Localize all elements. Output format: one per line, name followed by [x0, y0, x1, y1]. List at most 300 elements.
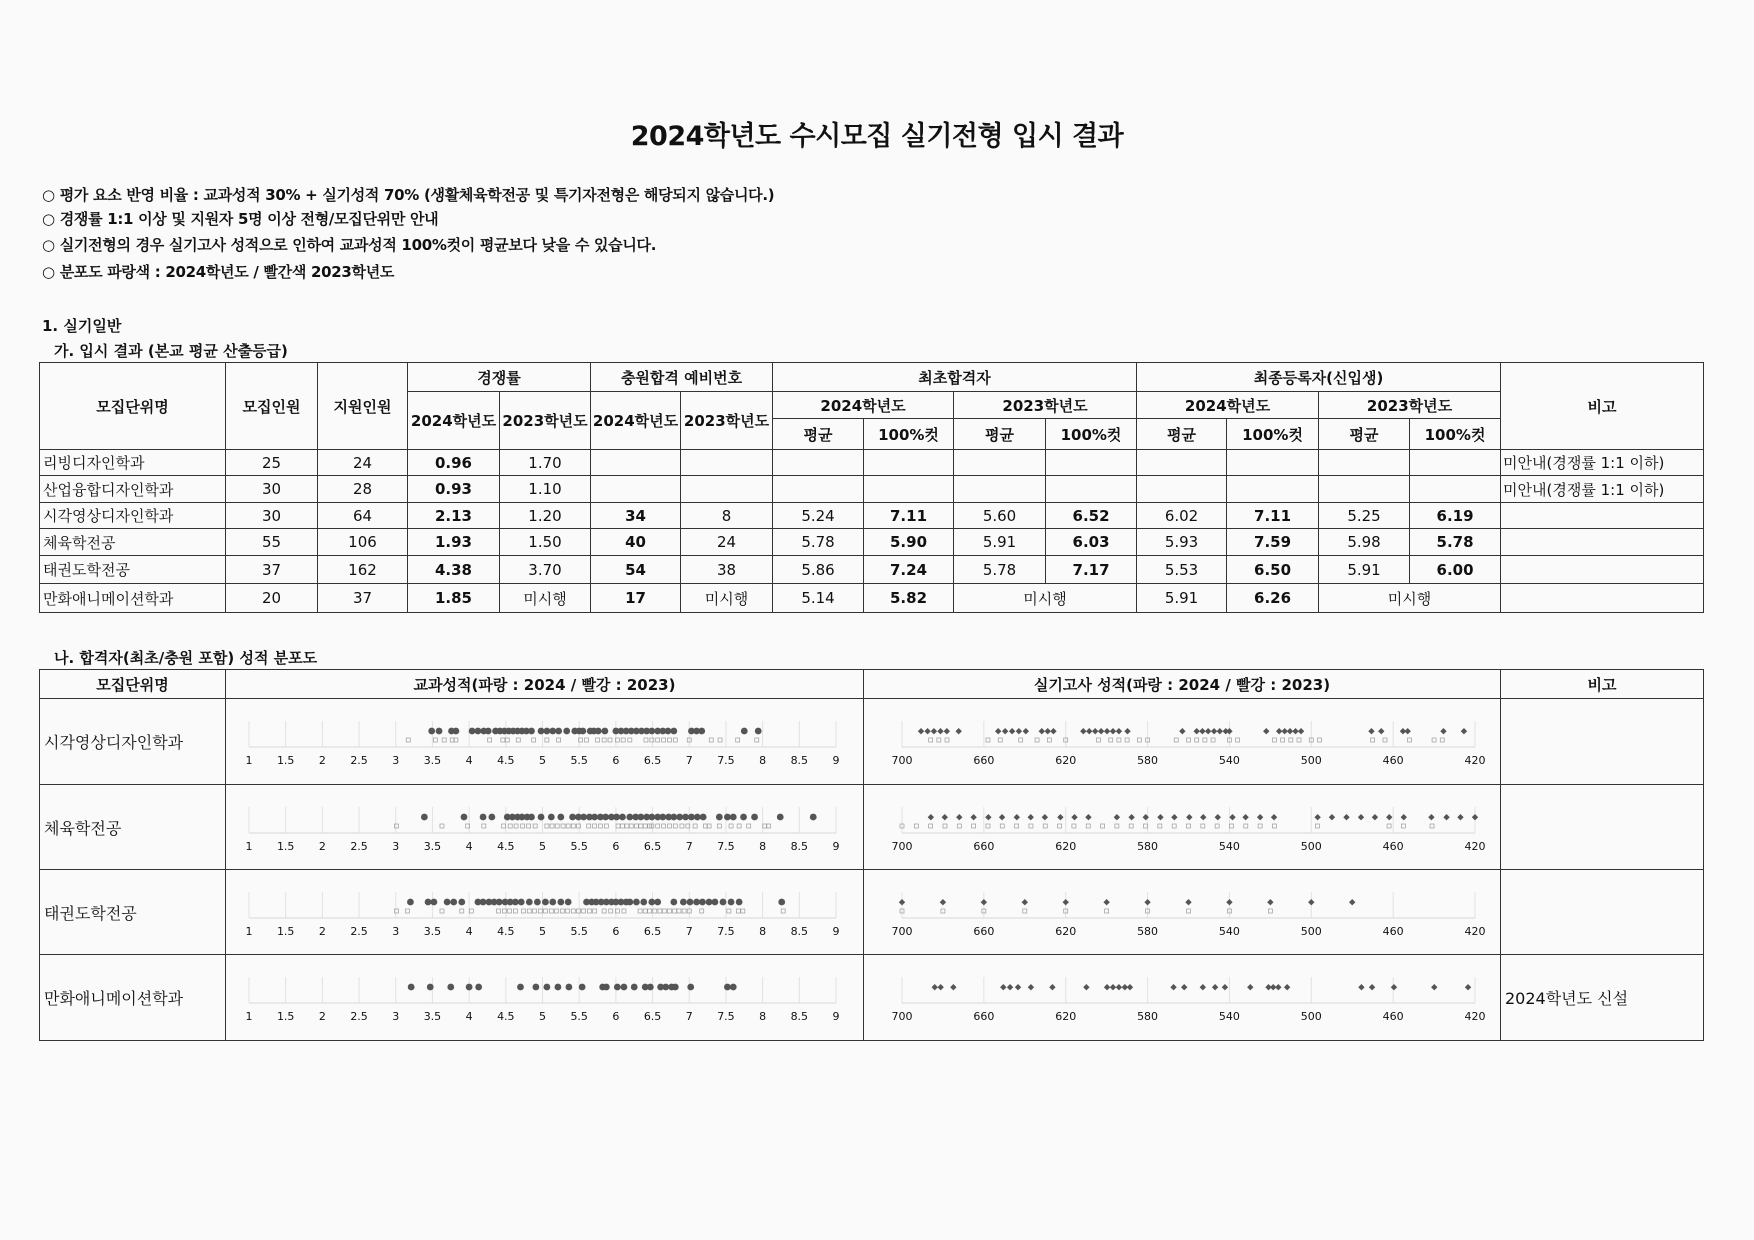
point-2024 [631, 984, 638, 991]
point-2024 [1171, 814, 1177, 820]
point-2024 [950, 984, 956, 990]
point-2024 [1431, 984, 1437, 990]
point-2024 [496, 899, 503, 906]
tick-label: 3.5 [423, 840, 442, 853]
point-2024 [579, 984, 586, 991]
point-2024 [614, 984, 621, 991]
point-2024 [647, 984, 654, 991]
point-2024 [928, 814, 934, 820]
tick-label: 3 [392, 925, 400, 938]
point-2023 [538, 909, 542, 913]
cell-f23avg: 5.60 [954, 503, 1046, 529]
tick-label: 8 [759, 840, 767, 853]
point-2023 [514, 824, 518, 828]
cell-r23cut: 6.00 [1410, 556, 1501, 584]
point-2023 [639, 824, 643, 828]
point-2024 [475, 984, 482, 991]
tick-label: 700 [891, 754, 913, 767]
point-2024 [694, 814, 701, 821]
cell-remarks [1501, 503, 1704, 529]
point-2024 [1080, 728, 1086, 734]
point-2024 [1028, 814, 1034, 820]
point-2023 [736, 738, 740, 742]
tick-label: 8 [759, 1010, 767, 1023]
point-2024 [603, 984, 610, 991]
point-2024 [648, 899, 655, 906]
point-2023 [545, 824, 549, 828]
point-2023 [394, 824, 398, 828]
point-2023 [677, 909, 681, 913]
tick-label: 2 [318, 925, 326, 938]
cell-dept: 체육학전공 [40, 529, 226, 556]
point-2023 [656, 738, 660, 742]
cell-r24avg: 6.02 [1137, 503, 1227, 529]
tick-label: 6.5 [643, 925, 662, 938]
header-dept: 모집단위명 [40, 670, 226, 699]
point-2024 [1063, 899, 1069, 905]
scatter-plot [864, 870, 1501, 954]
point-2023 [729, 824, 733, 828]
point-2024 [899, 899, 905, 905]
cell-r23merged: 미시행 [1319, 584, 1501, 613]
point-2023 [1315, 824, 1319, 828]
table-row [40, 529, 1704, 556]
header-competition: 경쟁률 [408, 363, 591, 392]
point-2023 [1281, 738, 1285, 742]
header-avg: 평균 [1137, 419, 1227, 450]
point-2024 [485, 728, 492, 735]
point-2024 [1358, 984, 1364, 990]
point-2024 [580, 814, 587, 821]
cell-f24cut [864, 450, 954, 476]
point-2024 [1083, 984, 1089, 990]
scatter-plot [226, 699, 864, 783]
table-row [40, 503, 1704, 529]
point-2024 [621, 984, 628, 991]
point-2024 [566, 984, 573, 991]
point-2023 [1297, 738, 1301, 742]
cell-f23cut: 6.03 [1046, 529, 1137, 556]
cell-remarks [1501, 699, 1704, 785]
cell-comp24: 0.96 [408, 450, 500, 476]
point-2024 [720, 899, 727, 906]
point-2024 [461, 814, 468, 821]
cell-dept: 체육학전공 [40, 785, 226, 870]
point-2023 [550, 824, 554, 828]
distribution-table [39, 669, 1704, 1041]
point-2023 [1000, 824, 1004, 828]
point-2024 [1200, 984, 1206, 990]
point-2023 [593, 824, 597, 828]
point-2023 [638, 909, 642, 913]
cell-r24cut: 7.59 [1227, 529, 1319, 556]
point-2024 [1098, 728, 1104, 734]
cell-r23cut: 5.78 [1410, 529, 1501, 556]
tick-label: 2.5 [350, 1010, 368, 1023]
tick-label: 1.5 [276, 840, 295, 853]
cell-quota: 37 [226, 556, 318, 584]
point-2023 [621, 738, 625, 742]
subject-grade-plot [226, 785, 864, 870]
tick-label: 4 [465, 754, 473, 767]
cell-r23cut: 6.19 [1410, 503, 1501, 529]
point-2024 [751, 814, 758, 821]
tick-label: 6.5 [643, 754, 662, 767]
tick-label: 1 [245, 754, 253, 767]
point-2023 [1187, 909, 1191, 913]
point-2024 [981, 899, 987, 905]
page-title: 2024학년도 수시모집 실기전형 입시 결과 [630, 121, 1124, 152]
point-2023 [1072, 824, 1076, 828]
cell-r24cut [1227, 476, 1319, 503]
point-2024 [1368, 728, 1374, 734]
cell-r23avg: 5.98 [1319, 529, 1410, 556]
point-2023 [1105, 909, 1109, 913]
cell-f24cut: 7.11 [864, 503, 954, 529]
point-2023 [543, 909, 547, 913]
point-2024 [1247, 984, 1253, 990]
point-2024 [1127, 984, 1133, 990]
cell-wait24 [591, 476, 681, 503]
cell-f24avg: 5.86 [773, 556, 864, 584]
point-2024 [619, 814, 626, 821]
header-comp-2024: 2024학년도 [408, 392, 500, 450]
point-2023 [1229, 824, 1233, 828]
cell-wait24 [591, 450, 681, 476]
cell-r24avg [1137, 450, 1227, 476]
point-2023 [653, 909, 657, 913]
cell-r24avg: 5.91 [1137, 584, 1227, 613]
point-2024 [730, 984, 737, 991]
point-2024 [1000, 984, 1006, 990]
point-2024 [640, 899, 647, 906]
tick-label: 8.5 [790, 1010, 809, 1023]
point-2024 [1009, 728, 1015, 734]
cell-f23avg: 5.91 [954, 529, 1046, 556]
cell-wait23: 38 [681, 556, 773, 584]
cell-wait23: 8 [681, 503, 773, 529]
point-2023 [1158, 824, 1162, 828]
cell-dept: 시각영상디자인학과 [40, 699, 226, 785]
point-2023 [608, 738, 612, 742]
tick-label: 4 [465, 1010, 473, 1023]
cell-f24avg: 5.78 [773, 529, 864, 556]
table-row [40, 699, 1704, 785]
cell-quota: 25 [226, 450, 318, 476]
header-practical: 실기고사 성적(파랑 : 2024 / 빨강 : 2023) [864, 670, 1501, 699]
cell-r24cut: 6.26 [1227, 584, 1319, 613]
point-2024 [699, 899, 706, 906]
point-2023 [596, 738, 600, 742]
section-heading: 1. 실기일반 [42, 317, 122, 335]
point-2023 [620, 824, 624, 828]
cell-comp23: 1.50 [500, 529, 591, 556]
point-2023 [565, 909, 569, 913]
point-2024 [1215, 814, 1221, 820]
point-2023 [629, 824, 633, 828]
point-2024 [1229, 814, 1235, 820]
point-2024 [1039, 728, 1045, 734]
practical-score-plot [864, 785, 1501, 870]
point-2024 [1404, 728, 1410, 734]
tick-label: 6.5 [643, 840, 662, 853]
tick-label: 2 [318, 840, 326, 853]
tick-label: 420 [1464, 1010, 1486, 1023]
tick-label: 660 [973, 840, 995, 853]
point-2024 [407, 899, 414, 906]
tick-label: 620 [1055, 840, 1077, 853]
point-2023 [440, 909, 444, 913]
point-2024 [728, 899, 735, 906]
tick-label: 1 [245, 925, 253, 938]
point-2023 [929, 824, 933, 828]
point-2024 [480, 899, 487, 906]
cell-applicants: 162 [318, 556, 408, 584]
point-2024 [1242, 814, 1248, 820]
point-2024 [1401, 814, 1407, 820]
cell-dept: 태권도학전공 [40, 556, 226, 584]
header-waitlist: 충원합격 예비번호 [591, 363, 773, 392]
point-2024 [450, 899, 457, 906]
point-2024 [579, 728, 586, 735]
point-2024 [716, 814, 723, 821]
point-2023 [1129, 824, 1133, 828]
cell-r23avg [1319, 450, 1410, 476]
point-2024 [932, 984, 938, 990]
point-2024 [1128, 814, 1134, 820]
subsection-results: 가. 입시 결과 (본교 평균 산출등급) [54, 342, 288, 360]
point-2024 [555, 728, 562, 735]
point-2023 [482, 824, 486, 828]
point-2024 [557, 814, 564, 821]
tick-label: 7 [685, 1010, 693, 1023]
point-2023 [1289, 738, 1293, 742]
point-2024 [931, 728, 937, 734]
tick-label: 3.5 [423, 1010, 442, 1023]
tick-label: 420 [1464, 754, 1486, 767]
cell-remarks [1501, 870, 1704, 955]
header-avg: 평균 [1319, 419, 1410, 450]
cell-dept: 만화애니메이션학과 [40, 584, 226, 613]
tick-label: 1.5 [276, 925, 295, 938]
point-2023 [1115, 824, 1119, 828]
tick-label: 540 [1218, 754, 1240, 767]
point-2023 [662, 824, 666, 828]
point-2023 [571, 909, 575, 913]
note-1: ○ 평가 요소 반영 비율 : 교과성적 30% + 실기성적 70% (생활체육학전공 및 특기자전형은 해당되지 않습니다.) [42, 186, 775, 204]
point-2024 [1205, 728, 1211, 734]
header-avg: 평균 [954, 419, 1046, 450]
cell-comp24: 1.93 [408, 529, 500, 556]
point-2024 [940, 899, 946, 905]
point-2024 [436, 728, 443, 735]
subject-grade-plot [226, 699, 864, 785]
point-2023 [1430, 824, 1434, 828]
cell-wait23: 미시행 [681, 584, 773, 613]
point-2024 [698, 728, 705, 735]
point-2024 [672, 984, 679, 991]
tick-label: 660 [973, 925, 995, 938]
point-2024 [633, 899, 640, 906]
point-2024 [777, 814, 784, 821]
tick-label: 620 [1055, 1010, 1077, 1023]
cell-dept: 태권도학전공 [40, 870, 226, 955]
point-2024 [1124, 728, 1130, 734]
point-2023 [643, 909, 647, 913]
tick-label: 6 [612, 840, 620, 853]
cell-f24cut [864, 476, 954, 503]
point-2024 [1181, 984, 1187, 990]
header-first-2023: 2023학년도 [954, 392, 1137, 419]
point-2023 [680, 824, 684, 828]
tick-label: 580 [1137, 840, 1159, 853]
tick-label: 700 [891, 1010, 913, 1023]
point-2023 [1383, 738, 1387, 742]
point-2023 [1432, 738, 1436, 742]
tick-label: 3.5 [423, 925, 442, 938]
cell-dept: 산업융합디자인학과 [40, 476, 226, 503]
point-2023 [736, 909, 740, 913]
point-2024 [447, 984, 454, 991]
point-2023 [516, 738, 520, 742]
tick-label: 9 [832, 1010, 840, 1023]
scatter-plot [864, 955, 1501, 1039]
point-2024 [1116, 728, 1122, 734]
point-2023 [658, 909, 662, 913]
point-2023 [1109, 738, 1113, 742]
header-wait-2023: 2023학년도 [681, 392, 773, 450]
cell-f24cut: 5.90 [864, 529, 954, 556]
tick-label: 7.5 [717, 1010, 735, 1023]
cell-r24cut: 7.11 [1227, 503, 1319, 529]
tick-label: 6.5 [643, 1010, 662, 1023]
point-2024 [1222, 984, 1228, 990]
point-2024 [1028, 984, 1034, 990]
point-2024 [706, 899, 713, 906]
point-2023 [972, 824, 976, 828]
cell-remarks [1501, 584, 1704, 613]
point-2024 [670, 814, 677, 821]
point-2024 [1104, 984, 1110, 990]
scatter-plot [226, 870, 864, 954]
tick-label: 460 [1382, 754, 1404, 767]
point-2024 [1378, 728, 1384, 734]
point-2024 [626, 814, 633, 821]
point-2023 [1174, 738, 1178, 742]
point-2024 [444, 899, 451, 906]
point-2023 [593, 909, 597, 913]
point-2024 [1263, 728, 1269, 734]
point-2024 [662, 984, 669, 991]
point-2024 [741, 728, 748, 735]
point-2023 [513, 909, 517, 913]
tick-label: 4.5 [497, 754, 515, 767]
point-2024 [1358, 814, 1364, 820]
point-2023 [914, 824, 918, 828]
tick-label: 6 [612, 754, 620, 767]
tick-label: 4 [465, 925, 473, 938]
header-final-2023: 2023학년도 [1319, 392, 1501, 419]
point-2023 [1440, 738, 1444, 742]
header-first: 최초합격자 [773, 363, 1137, 392]
tick-label: 5.5 [570, 754, 588, 767]
point-2024 [538, 814, 545, 821]
point-2024 [544, 728, 551, 735]
practical-score-plot [864, 699, 1501, 785]
point-2023 [1195, 738, 1199, 742]
tick-label: 580 [1137, 925, 1159, 938]
point-2023 [700, 909, 704, 913]
point-2024 [700, 814, 707, 821]
point-2024 [1110, 728, 1116, 734]
point-2024 [724, 984, 731, 991]
point-2023 [667, 824, 671, 828]
tick-label: 5.5 [570, 925, 588, 938]
tick-label: 460 [1382, 925, 1404, 938]
point-2023 [508, 824, 512, 828]
point-2023 [673, 824, 677, 828]
point-2024 [1022, 899, 1028, 905]
point-2024 [1116, 984, 1122, 990]
point-2024 [595, 728, 602, 735]
point-2023 [1086, 824, 1090, 828]
point-2023 [943, 824, 947, 828]
tick-label: 2 [318, 754, 326, 767]
point-2023 [634, 824, 638, 828]
point-2023 [945, 738, 949, 742]
point-2023 [1408, 738, 1412, 742]
cell-f23avg [954, 450, 1046, 476]
point-2023 [644, 738, 648, 742]
point-2024 [1308, 899, 1314, 905]
point-2024 [736, 899, 743, 906]
cell-wait24: 34 [591, 503, 681, 529]
point-2023 [650, 738, 654, 742]
tick-label: 620 [1055, 925, 1077, 938]
tick-label: 2.5 [350, 925, 368, 938]
point-2024 [970, 814, 976, 820]
point-2023 [986, 738, 990, 742]
point-2024 [654, 899, 661, 906]
point-2023 [656, 824, 660, 828]
point-2024 [548, 814, 555, 821]
point-2023 [1019, 738, 1023, 742]
cell-remarks: 미안내(경쟁률 1:1 이하) [1501, 450, 1704, 476]
tick-label: 1.5 [276, 1010, 295, 1023]
subsection-distribution: 나. 합격자(최초/충원 포함) 성적 분포도 [54, 649, 318, 667]
tick-label: 500 [1300, 925, 1322, 938]
cell-comp24: 2.13 [408, 503, 500, 529]
point-2023 [576, 824, 580, 828]
header-final-2024: 2024학년도 [1137, 392, 1319, 419]
point-2023 [557, 738, 561, 742]
cell-comp23: 1.20 [500, 503, 591, 529]
point-2024 [602, 814, 609, 821]
tick-label: 7.5 [717, 925, 735, 938]
tick-label: 3 [392, 840, 400, 853]
cell-f23merged: 미시행 [954, 584, 1137, 613]
point-2024 [676, 814, 683, 821]
point-2024 [1103, 899, 1109, 905]
point-2024 [999, 814, 1005, 820]
point-2023 [1172, 824, 1176, 828]
note-4: ○ 분포도 파랑색 : 2024학년도 / 빨간색 2023학년도 [42, 263, 395, 281]
header-remarks: 비고 [1501, 670, 1704, 699]
point-2024 [532, 984, 539, 991]
point-2023 [1047, 738, 1051, 742]
point-2024 [1217, 728, 1223, 734]
tick-label: 6 [612, 925, 620, 938]
